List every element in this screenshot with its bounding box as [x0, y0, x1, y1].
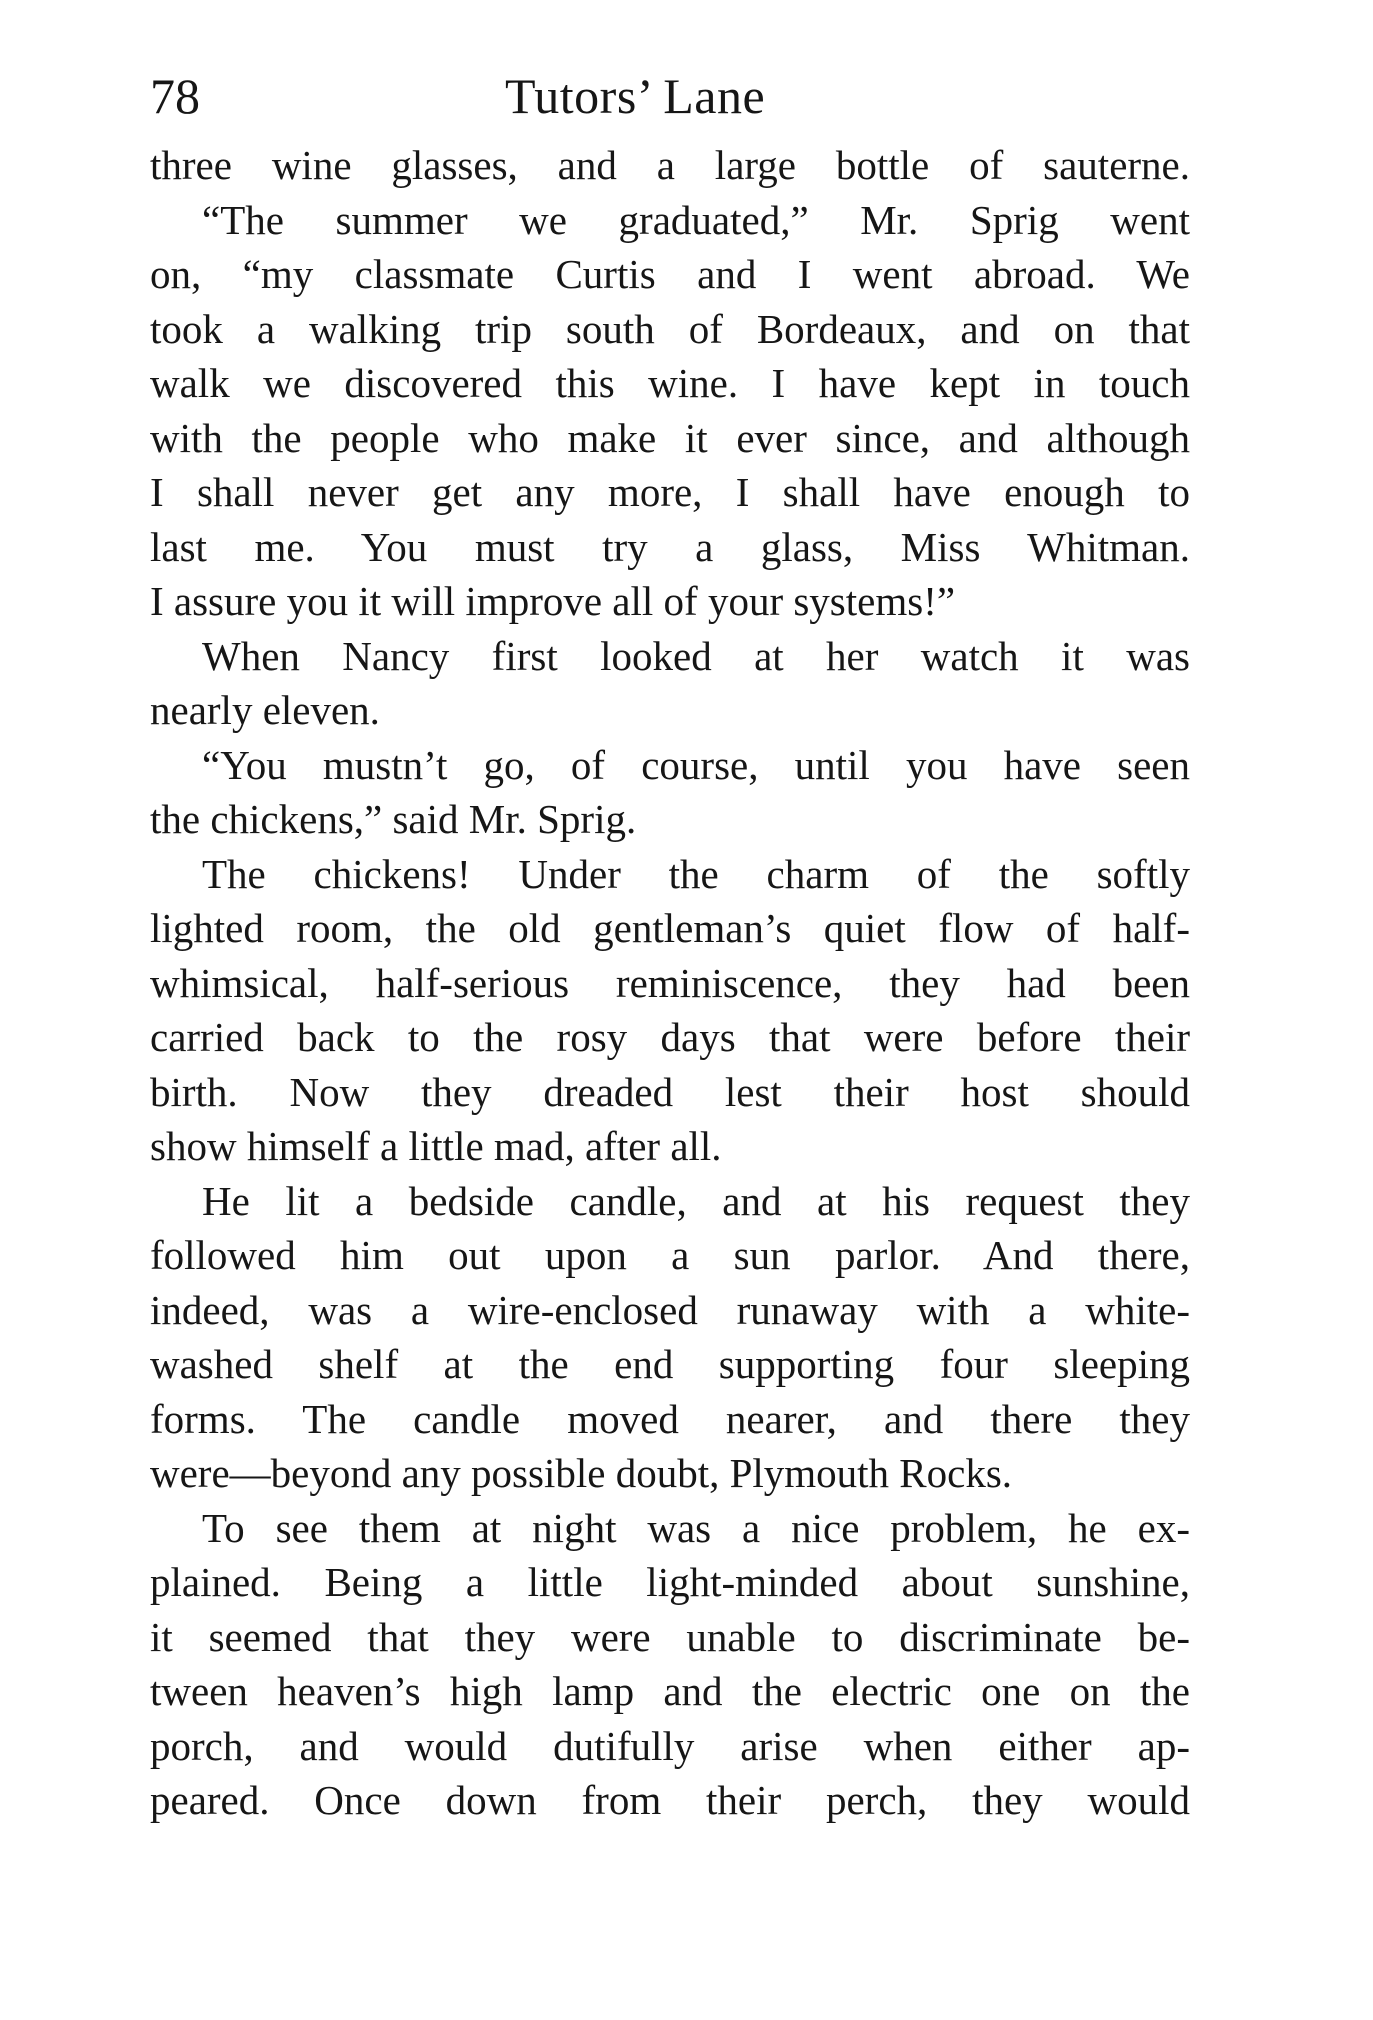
text-line: lighted room, the old gentleman’s quiet flow of half-	[150, 905, 1190, 951]
text-line: on, “my classmate Curtis and I went abroad. We	[150, 251, 1190, 297]
text-line: I shall never get any more, I shall have enough to	[150, 469, 1190, 515]
text-line: carried back to the rosy days that were before their	[150, 1014, 1190, 1060]
text-line: it seemed that they were unable to discriminate be-	[150, 1613, 1190, 1660]
text-line: birth. Now they dreaded lest their host should	[150, 1068, 1190, 1115]
text-line: tween heaven’s high lamp and the electric one on the	[150, 1668, 1190, 1714]
text-line: peared. Once down from their perch, they would	[150, 1777, 1190, 1823]
text-line: nearly eleven.	[150, 687, 380, 733]
text-line: with the people who make it ever since, and although	[150, 414, 1190, 461]
text-line: forms. The candle moved nearer, and there they	[150, 1395, 1190, 1442]
page-header	[150, 64, 1190, 136]
page-number: 78	[150, 68, 200, 124]
text-line: were—beyond any possible doubt, Plymouth Rocks.	[150, 1450, 1013, 1496]
body-text	[150, 138, 1190, 1828]
text-line: To see them at night was a nice problem, he ex-	[202, 1504, 1190, 1551]
text-line: whimsical, half-serious reminiscence, they had been	[150, 959, 1190, 1006]
running-title: Tutors’ Lane	[505, 68, 766, 124]
text-line: “The summer we graduated,” Mr. Sprig went	[202, 196, 1190, 243]
text-line: porch, and would dutifully arise when either ap-	[150, 1722, 1190, 1769]
text-line: took a walking trip south of Bordeaux, and on that	[150, 305, 1190, 352]
text-line: the chickens,” said Mr. Sprig.	[150, 796, 637, 842]
text-line: followed him out upon a sun parlor. And there,	[150, 1232, 1190, 1278]
text-line: He lit a bedside candle, and at his request they	[202, 1177, 1190, 1224]
text-line: washed shelf at the end supporting four sleeping	[150, 1341, 1190, 1387]
text-line: plained. Being a little light-minded about sunshine,	[150, 1559, 1190, 1605]
text-line: I assure you it will improve all of your systems!”	[150, 578, 956, 624]
text-line: last me. You must try a glass, Miss Whitman.	[150, 523, 1190, 570]
text-line: walk we discovered this wine. I have kept in touch	[150, 360, 1190, 406]
text-line: show himself a little mad, after all.	[150, 1123, 722, 1169]
text-line: three wine glasses, and a large bottle of sauterne.	[150, 142, 1190, 188]
text-line: The chickens! Under the charm of the softly	[202, 850, 1190, 897]
text-line: When Nancy first looked at her watch it was	[202, 632, 1190, 679]
text-line: “You mustn’t go, of course, until you have seen	[202, 741, 1190, 788]
text-line: indeed, was a wire-enclosed runaway with a white-	[150, 1286, 1190, 1333]
